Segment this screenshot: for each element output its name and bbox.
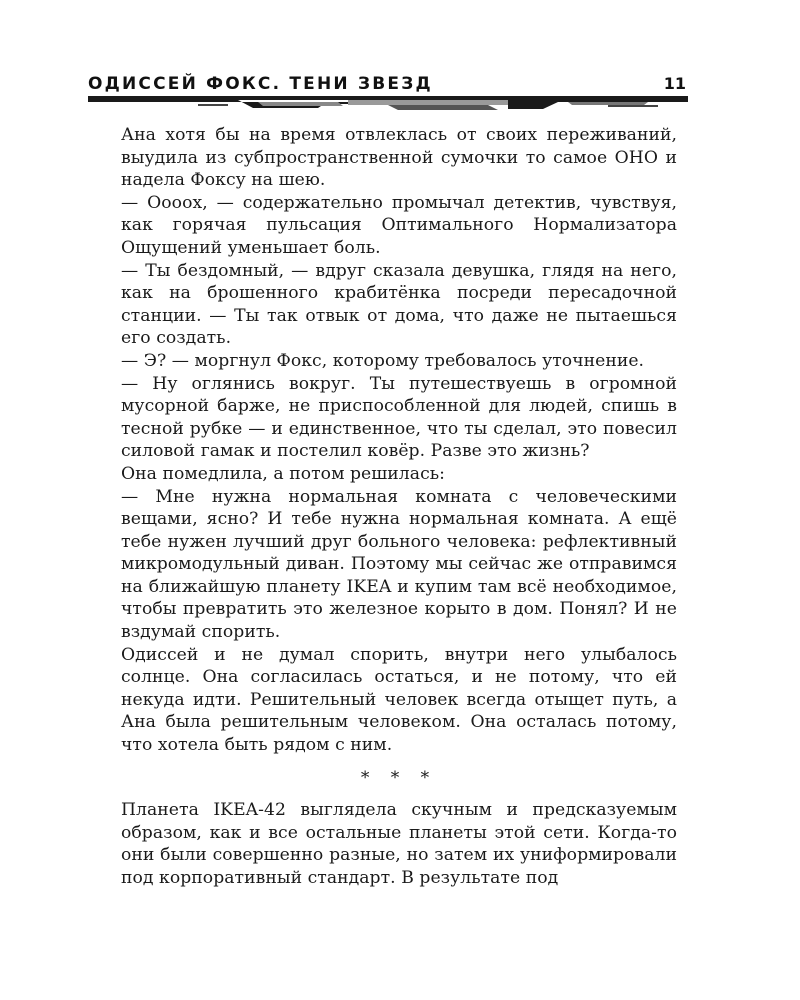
paragraph-7: — Мне нужна нормальная комната с человеческими вещами, ясно? И тебе нужна нормальная комната. А ещё тебе нужен лучший друг больного человека: рефлективный микромодульный диван. Поэтому мы сейчас же отправимся на ближайшую планету IKEA и купим там всё необходимое, чтобы превратить это железное корыто в дом. Понял? И не вздумай спорить. xyxy=(121,486,677,643)
header-ornament-rule xyxy=(88,94,688,114)
paragraph-9: Планета IKEA-42 выглядела скучным и предсказуемым образом, как и все остальные планеты этой сети. Когда-то они были совершенно разные, но затем их униформировали под корпоративный стандарт. В результате под xyxy=(121,800,677,888)
running-title: ОДИССЕЙ ФОКС. ТЕНИ ЗВЕЗД xyxy=(88,74,433,94)
body-text xyxy=(121,124,677,890)
paragraph-2: — Оооох, — содержательно промычал детектив, чувствуя, как горячая пульсация Оптимального Нормализатора Ощущений уменьшает боль. xyxy=(121,192,677,258)
running-head xyxy=(88,74,688,114)
section-separator: * * * xyxy=(360,767,438,788)
paragraph-1: Ана хотя бы на время отвлеклась от своих переживаний, выудила из субпространственной сумочки то самое ОНО и надела Фоксу на шею. xyxy=(121,125,677,191)
paragraph-5: — Ну оглянись вокруг. Ты путешествуешь в огромной мусорной барже, не приспособленной для людей, спишь в тесной рубке — и единственное, что ты сделал, это повесил силовой гамак и постелил ковёр. Разве это жизнь? xyxy=(121,373,677,462)
paragraph-8: Одиссей и не думал спорить, внутри него улыбалось солнце. Она согласилась остаться, и не потому, что ей некуда идти. Решительный человек всегда отыщет путь, а Ана была решительным человеком. Она осталась потому, что хотела быть рядом с ним. xyxy=(121,644,677,756)
paragraph-6: Она помедлила, а потом решилась: xyxy=(121,463,445,484)
paragraph-3: — Ты бездомный, — вдруг сказала девушка, глядя на него, как на брошенного крабитёнка посреди пересадочной станции. — Ты так отвык от дома, что даже не пытаешься его создать. xyxy=(121,260,677,349)
page-number: 11 xyxy=(663,74,686,93)
paragraph-4: — Э? — моргнул Фокс, которому требовалось уточнение. xyxy=(121,350,645,371)
